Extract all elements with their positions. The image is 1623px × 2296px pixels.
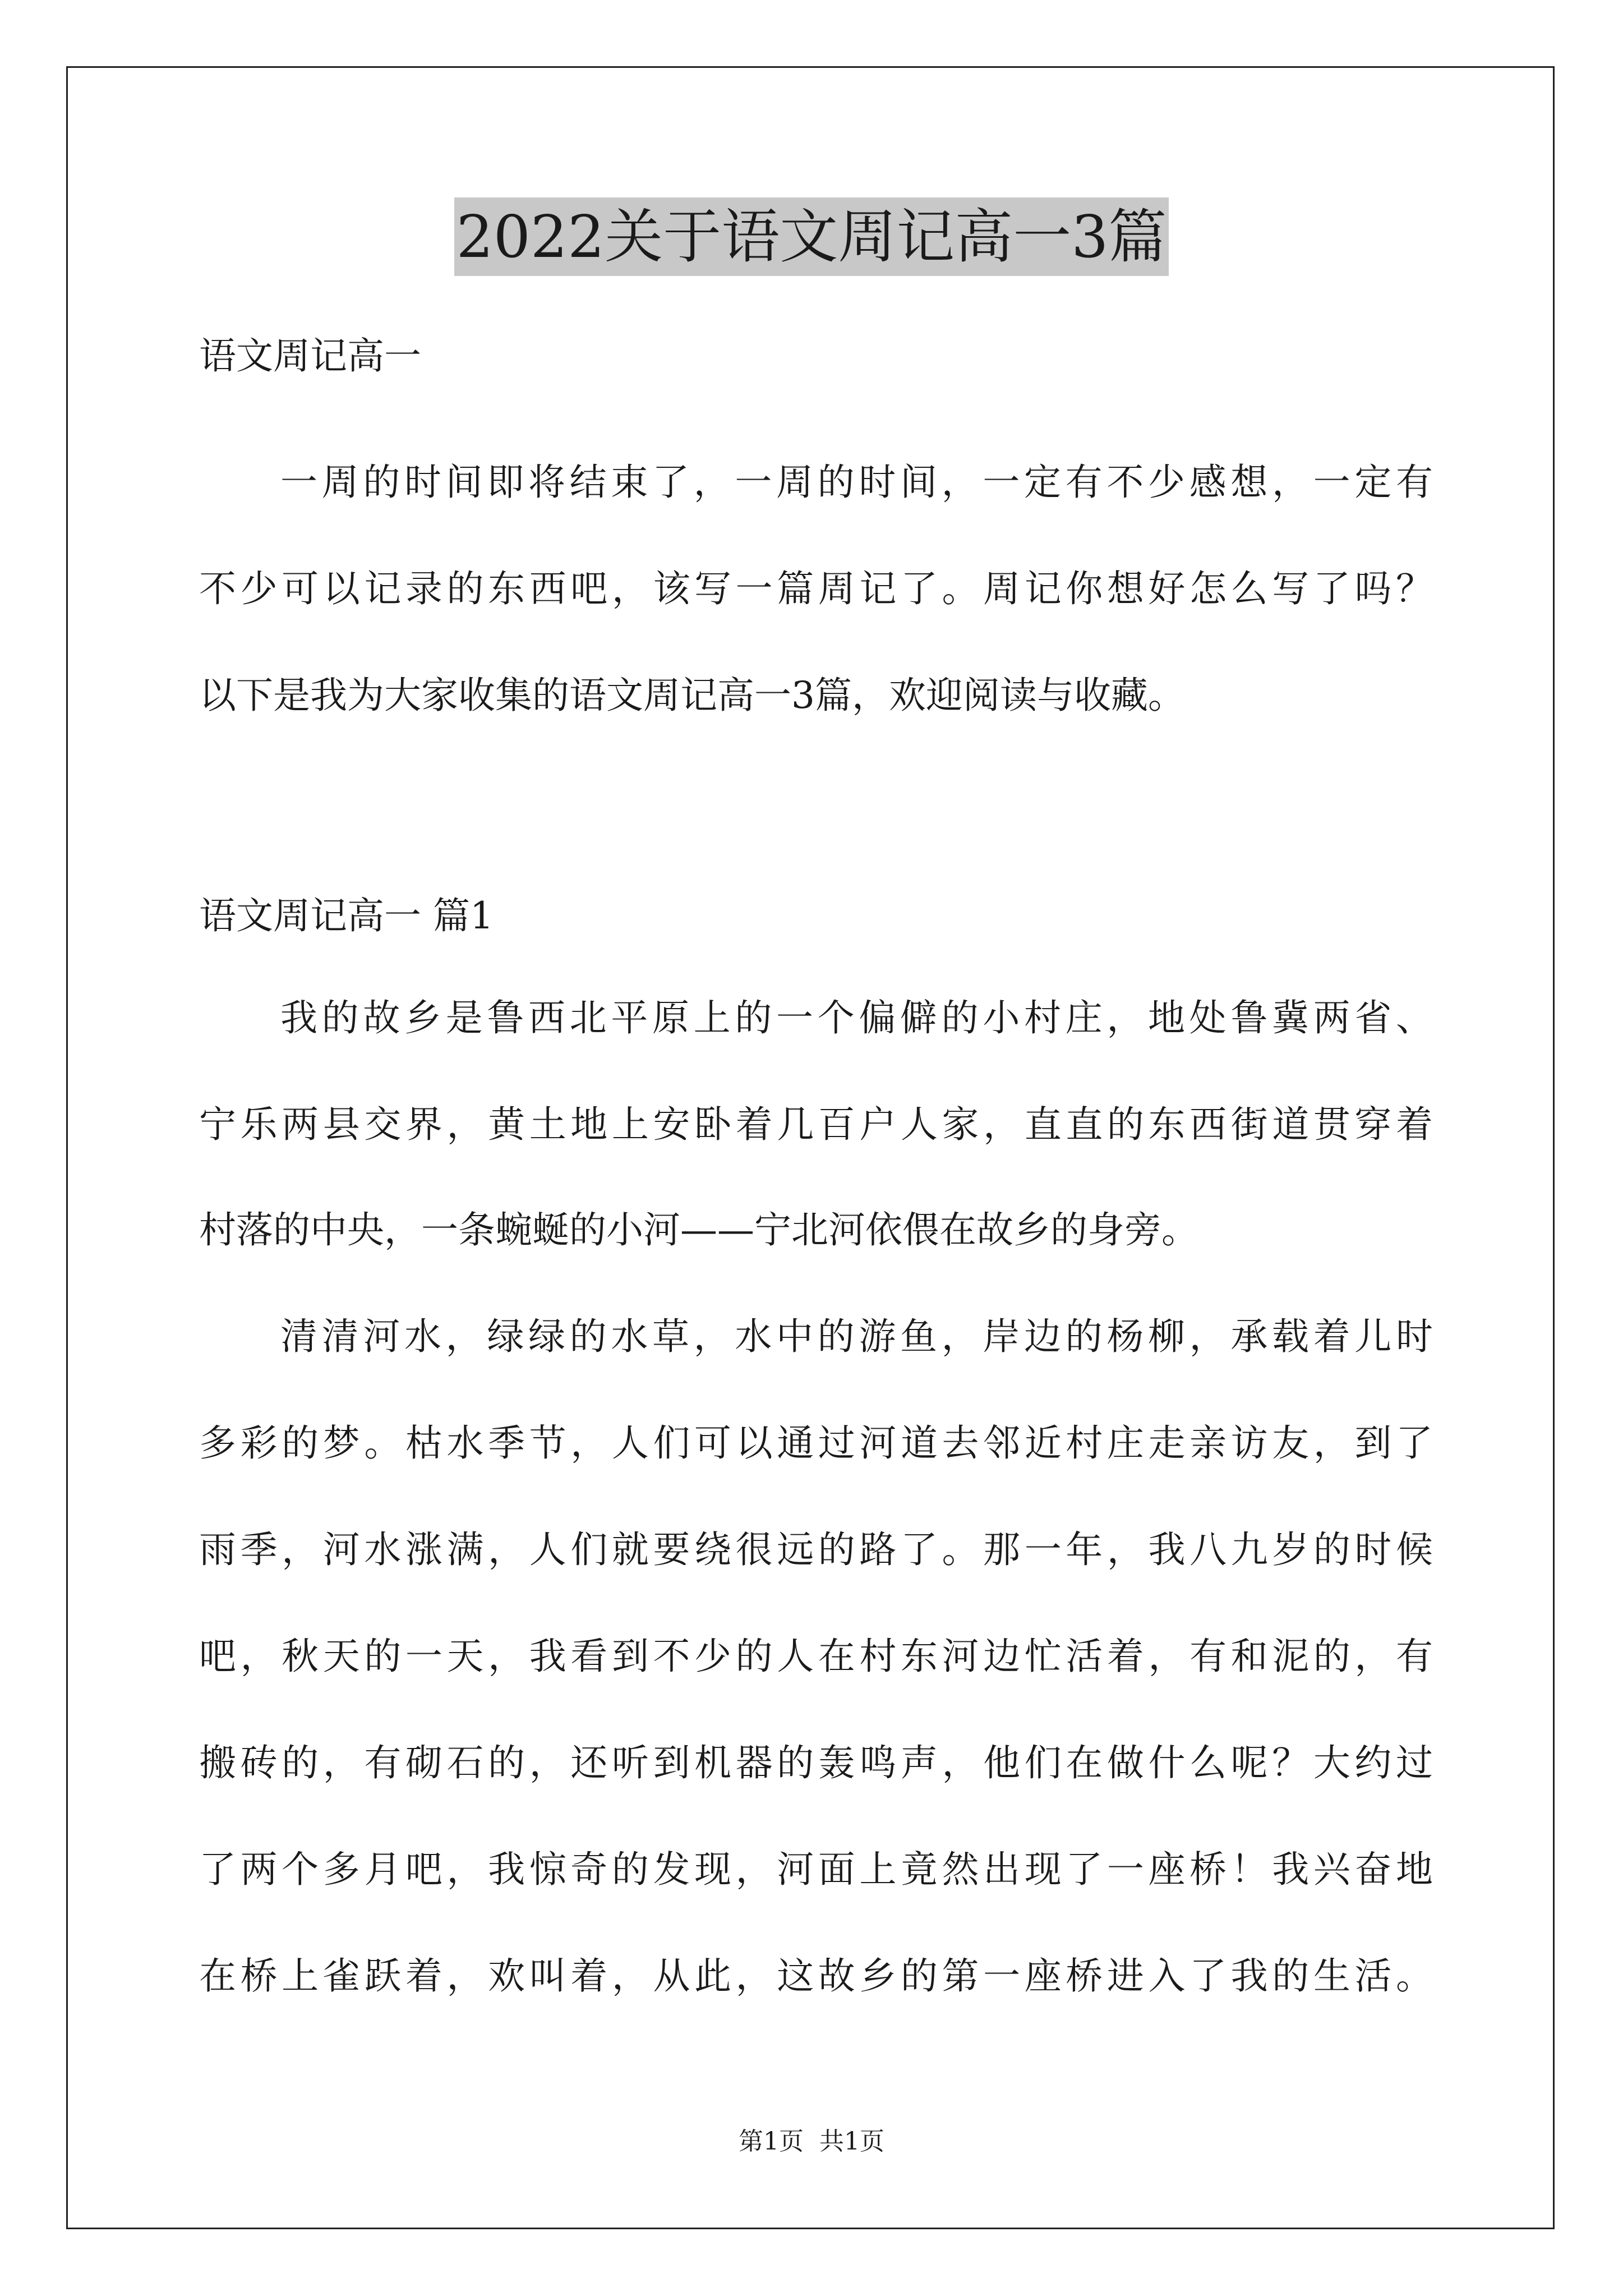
intro-paragraph-line: 不少可以记录的东西吧，该写一篇周记了。周记你想好怎么写了吗？ — [199, 567, 1433, 610]
body-paragraph-line: 在桥上雀跃着，欢叫着，从此，这故乡的第一座桥进入了我的生活。 — [199, 1954, 1433, 1998]
page-total: 共1页 — [819, 2127, 884, 2156]
body-paragraph-line: 宁乐两县交界，黄土地上安卧着几百户人家，直直的东西街道贯穿着 — [199, 1103, 1433, 1146]
intro-paragraph-line: 以下是我为大家收集的语文周记高一3篇，欢迎阅读与收藏。 — [199, 674, 1185, 717]
section-heading: 语文周记高一 篇1 — [199, 894, 494, 937]
intro-heading: 语文周记高一 — [199, 334, 421, 378]
page-footer — [0, 2125, 1623, 2159]
intro-paragraph-line: 一周的时间即将结束了，一周的时间，一定有不少感想，一定有 — [280, 461, 1433, 504]
body-paragraph-line: 了两个多月吧，我惊奇的发现，河面上竟然出现了一座桥！我兴奋地 — [199, 1848, 1433, 1891]
document-title — [0, 197, 1623, 276]
page-number: 第1页 — [739, 2127, 804, 2156]
body-paragraph-line: 清清河水，绿绿的水草，水中的游鱼，岸边的杨柳，承载着儿时 — [280, 1315, 1433, 1358]
body-paragraph-line: 多彩的梦。枯水季节，人们可以通过河道去邻近村庄走亲访友，到了 — [199, 1421, 1433, 1465]
body-paragraph-line: 搬砖的，有砌石的，还听到机器的轰鸣声，他们在做什么呢？大约过 — [199, 1741, 1433, 1784]
document-title-text: 2022关于语文周记高一3篇 — [454, 197, 1169, 276]
body-paragraph-line: 村落的中央，一条蜿蜒的小河——宁北河依偎在故乡的身旁。 — [199, 1208, 1198, 1251]
body-paragraph-line: 我的故乡是鲁西北平原上的一个偏僻的小村庄，地处鲁冀两省、 — [280, 996, 1433, 1039]
body-paragraph-line: 雨季，河水涨满，人们就要绕很远的路了。那一年，我八九岁的时候 — [199, 1528, 1433, 1571]
body-paragraph-line: 吧，秋天的一天，我看到不少的人在村东河边忙活着，有和泥的，有 — [199, 1635, 1433, 1678]
